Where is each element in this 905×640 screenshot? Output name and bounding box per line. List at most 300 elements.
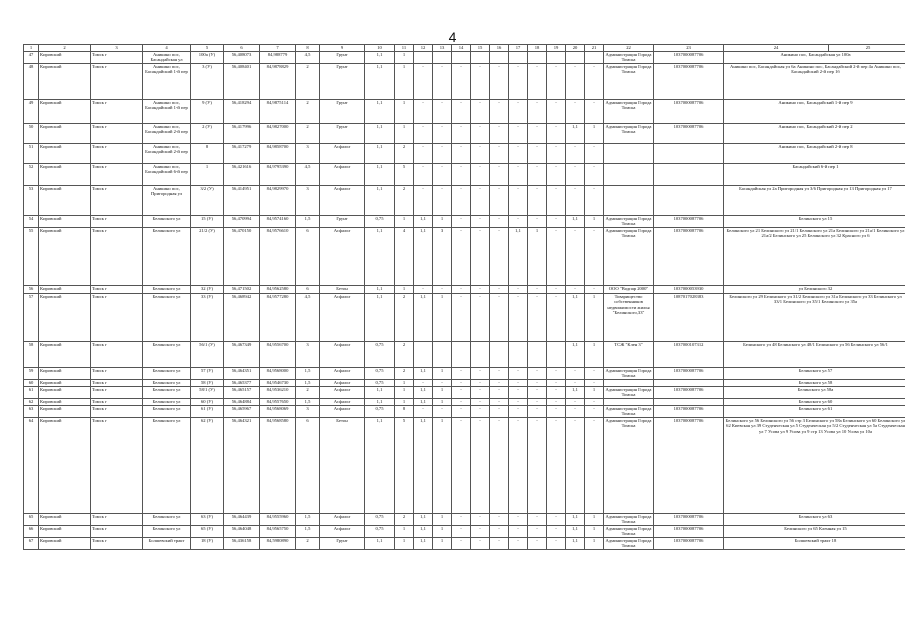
cell-surface: Грунт: [320, 216, 365, 228]
cell-c14: -: [452, 216, 471, 228]
column-header-18: 18: [528, 45, 547, 52]
cell-surface: Асфальт: [320, 526, 365, 538]
cell-c13: -: [433, 186, 452, 216]
cell-latitude: 56,408073: [224, 52, 260, 64]
cell-c19: -: [547, 526, 566, 538]
cell-ogrn: 1037000087706: [654, 64, 724, 100]
cell-served-addresses: Аникино пос, Басандайская ул 6а Аникино пос, Басандайский 2-й пер 4а Аникино пос, Басандайский 2-й пер 1б: [724, 64, 905, 100]
cell-street: Белинского ул: [143, 286, 191, 294]
cell-owner: Администрация Города Томска: [604, 526, 654, 538]
cell-owner: Администрация Города Томска: [604, 418, 654, 514]
cell-surface: Бетон: [320, 286, 365, 294]
cell-served-addresses: Белинского ул 56 Белинского ул 56 стр 3 Белинского ул 58а Белинского ул 60 Белинского ул 62 Киевская ул 39 Студенческая ул 5 Студенческая ул 5/2 Студенческая ул 5а Студенческая ул 7 Усова ул 9 Усова ул 9 стр 13 Усова ул 10 Усова ул 10а: [724, 418, 905, 514]
cell-c18: -: [528, 100, 547, 124]
cell-c17: -: [509, 399, 528, 406]
cell-c19: -: [547, 387, 566, 399]
cell-c14: -: [452, 418, 471, 514]
cell-locality: Томск г: [91, 144, 143, 164]
cell-c18: -: [528, 164, 547, 186]
cell-c14: -: [452, 399, 471, 406]
column-header-21: 21: [585, 45, 604, 52]
cell-district: Кировский: [39, 216, 91, 228]
table-row: [24, 100, 905, 124]
cell-c19: [547, 342, 566, 368]
cell-surface: Асфальт: [320, 368, 365, 380]
cell-c17: -: [509, 418, 528, 514]
cell-area: 1,5: [296, 399, 320, 406]
cell-c19: -: [547, 399, 566, 406]
cell-c15: -: [471, 526, 490, 538]
cell-c17: -: [509, 64, 528, 100]
cell-latitude: 56,464439: [224, 514, 260, 526]
cell-c14: [452, 342, 471, 368]
cell-c20: [566, 52, 585, 64]
cell-district: Кировский: [39, 342, 91, 368]
cell-c15: -: [471, 406, 490, 418]
cell-longitude: 84,9546730: [260, 380, 296, 387]
cell-served-addresses: Белинского ул 15: [724, 216, 905, 228]
cell-row-number: 55: [24, 228, 39, 286]
cell-c17: -: [509, 186, 528, 216]
column-header-24: 24: [724, 45, 829, 52]
cell-c20: -: [566, 286, 585, 294]
cell-c19: -: [547, 538, 566, 550]
cell-owner: Администрация Города Томска: [604, 124, 654, 144]
cell-locality: Томск г: [91, 186, 143, 216]
cell-c18: -: [528, 124, 547, 144]
table-row: [24, 380, 905, 387]
cell-house: 65 (У): [191, 526, 224, 538]
cell-row-number: 61: [24, 387, 39, 399]
cell-area: 2: [296, 538, 320, 550]
cell-ogrn: 1037000087706: [654, 418, 724, 514]
cell-surface: Асфальт: [320, 144, 365, 164]
cell-c10: 0,75: [365, 342, 395, 368]
cell-c20: -: [566, 144, 585, 164]
cell-c12: [414, 52, 433, 64]
cell-district: Кировский: [39, 294, 91, 342]
table-row: [24, 228, 905, 286]
cell-street: Аникино пос, Басандайский 1-й пер: [143, 64, 191, 100]
cell-c19: -: [547, 64, 566, 100]
cell-street: Белинского ул: [143, 399, 191, 406]
cell-c15: -: [471, 144, 490, 164]
cell-c20: -: [566, 399, 585, 406]
cell-district: Кировский: [39, 100, 91, 124]
cell-district: Кировский: [39, 526, 91, 538]
cell-c15: -: [471, 186, 490, 216]
cell-c11: 1: [395, 526, 414, 538]
cell-ogrn: 1037000087706: [654, 406, 724, 418]
cell-area: 4,5: [296, 52, 320, 64]
cell-owner: Администрация Города Томска: [604, 100, 654, 124]
cell-c16: -: [490, 380, 509, 387]
cell-area: 3: [296, 144, 320, 164]
cell-c14: -: [452, 387, 471, 399]
cell-c20: -: [566, 100, 585, 124]
cell-c19: [547, 52, 566, 64]
cell-c18: -: [528, 538, 547, 550]
cell-owner: Администрация Города Томска: [604, 406, 654, 418]
cell-c14: -: [452, 144, 471, 164]
column-header-23: 23: [654, 45, 724, 52]
table-row: [24, 514, 905, 526]
cell-locality: Томск г: [91, 538, 143, 550]
cell-c17: -: [509, 144, 528, 164]
cell-c20: 1,1: [566, 538, 585, 550]
cell-house: 32 (У): [191, 286, 224, 294]
cell-area: 4,5: [296, 294, 320, 342]
cell-ogrn: 1037000087706: [654, 100, 724, 124]
table-row: [24, 64, 905, 100]
cell-row-number: 48: [24, 64, 39, 100]
table-row: [24, 538, 905, 550]
cell-district: Кировский: [39, 399, 91, 406]
cell-c18: -: [528, 399, 547, 406]
cell-house: 9 (У): [191, 100, 224, 124]
cell-c16: -: [490, 144, 509, 164]
cell-house: 58 (У): [191, 380, 224, 387]
cell-row-number: 63: [24, 406, 39, 418]
table-row: [24, 286, 905, 294]
cell-row-number: 66: [24, 526, 39, 538]
cell-c14: -: [452, 100, 471, 124]
cell-street: Белинского ул: [143, 368, 191, 380]
cell-locality: Томск г: [91, 368, 143, 380]
cell-street: Аникино пос, Басандайский 2-й пер: [143, 124, 191, 144]
cell-row-number: 49: [24, 100, 39, 124]
column-header-14: 14: [452, 45, 471, 52]
cell-district: Кировский: [39, 418, 91, 514]
cell-c12: [414, 342, 433, 368]
cell-area: 3: [296, 186, 320, 216]
cell-c19: -: [547, 294, 566, 342]
cell-c10: 1,1: [365, 387, 395, 399]
cell-c17: [509, 342, 528, 368]
cell-longitude: 84,9565750: [260, 526, 296, 538]
cell-area: 2: [296, 64, 320, 100]
cell-locality: Томск г: [91, 406, 143, 418]
cell-c18: [528, 52, 547, 64]
cell-c14: -: [452, 294, 471, 342]
column-header-5: 5: [191, 45, 224, 52]
cell-longitude: 84,9576610: [260, 228, 296, 286]
cell-c16: -: [490, 399, 509, 406]
cell-c19: -: [547, 514, 566, 526]
cell-area: 1,5: [296, 526, 320, 538]
cell-district: Кировский: [39, 387, 91, 399]
cell-c10: 1,1: [365, 294, 395, 342]
cell-ogrn: [654, 399, 724, 406]
cell-street: Белинского ул: [143, 418, 191, 514]
cell-c11: 2: [395, 186, 414, 216]
cell-district: Кировский: [39, 186, 91, 216]
cell-c14: -: [452, 186, 471, 216]
cell-c17: -: [509, 294, 528, 342]
cell-c21: -: [585, 144, 604, 164]
cell-c11: 1: [395, 387, 414, 399]
cell-served-addresses: Аникино пос, Басандайский 2-й пер 2: [724, 124, 905, 144]
cell-ogrn: 1087017028383: [654, 294, 724, 342]
cell-c15: -: [471, 368, 490, 380]
table-row: [24, 186, 905, 216]
cell-district: Кировский: [39, 380, 91, 387]
cell-served-addresses: Белинского ул 48 Белинского ул 48/1 Белинского ул 56 Белинского ул 56/1: [724, 342, 905, 368]
cell-area: 2: [296, 124, 320, 144]
table-row: [24, 342, 905, 368]
cell-owner: [604, 164, 654, 186]
cell-c13: 1: [433, 368, 452, 380]
cell-latitude: 56,408401: [224, 64, 260, 100]
cell-c10: 0,75: [365, 406, 395, 418]
cell-c19: -: [547, 216, 566, 228]
cell-c21: 1: [585, 538, 604, 550]
cell-c15: -: [471, 100, 490, 124]
column-header-8: 8: [296, 45, 320, 52]
cell-area: 6: [296, 228, 320, 286]
table-row: [24, 387, 905, 399]
cell-locality: Томск г: [91, 526, 143, 538]
table-row: [24, 164, 905, 186]
cell-ogrn: [654, 186, 724, 216]
cell-latitude: 56,414951: [224, 186, 260, 216]
cell-c11: 1: [395, 100, 414, 124]
cell-locality: Томск г: [91, 52, 143, 64]
cell-c14: -: [452, 64, 471, 100]
cell-surface: Асфальт: [320, 294, 365, 342]
column-header-4: 4: [143, 45, 191, 52]
cell-c13: 1: [433, 216, 452, 228]
table-row: [24, 216, 905, 228]
cell-house: 62 (У): [191, 418, 224, 514]
table-header-row: [24, 45, 905, 52]
cell-served-addresses: Басандайский 6-й пер 1: [724, 164, 905, 186]
cell-c13: 1: [433, 387, 452, 399]
cell-c10: 1,1: [365, 228, 395, 286]
cell-c18: -: [528, 216, 547, 228]
cell-c18: -: [528, 418, 547, 514]
cell-c14: -: [452, 286, 471, 294]
cell-c11: 2: [395, 514, 414, 526]
cell-c20: -: [566, 418, 585, 514]
cell-c16: -: [490, 294, 509, 342]
cell-c13: [433, 52, 452, 64]
cell-c15: -: [471, 399, 490, 406]
cell-c11: 8: [395, 406, 414, 418]
cell-house: 18 (У): [191, 538, 224, 550]
cell-house: 63 (У): [191, 514, 224, 526]
cell-c18: -: [528, 387, 547, 399]
cell-c18: -: [528, 380, 547, 387]
cell-district: Кировский: [39, 144, 91, 164]
cell-c10: 0,75: [365, 380, 395, 387]
cell-c20: 1,1: [566, 526, 585, 538]
cell-c14: [452, 52, 471, 64]
cell-c20: 1,1: [566, 387, 585, 399]
page-number: 4: [448, 29, 457, 45]
cell-c12: 1,1: [414, 526, 433, 538]
cell-c12: -: [414, 164, 433, 186]
cell-latitude: 56,464048: [224, 526, 260, 538]
cell-c20: -: [566, 368, 585, 380]
cell-c18: 1: [528, 228, 547, 286]
cell-c15: -: [471, 228, 490, 286]
cell-c18: -: [528, 286, 547, 294]
cell-c19: -: [547, 186, 566, 216]
cell-c19: -: [547, 228, 566, 286]
cell-longitude: 84,9556700: [260, 342, 296, 368]
cell-surface: Грунт: [320, 52, 365, 64]
cell-c10: 1,1: [365, 52, 395, 64]
cell-c21: 1: [585, 294, 604, 342]
cell-street: Аникино пос, Басандайский 1-й пер: [143, 100, 191, 124]
cell-latitude: 56,418294: [224, 100, 260, 124]
cell-c15: -: [471, 294, 490, 342]
column-header-10: 10: [365, 45, 395, 52]
cell-house: 15 (У): [191, 216, 224, 228]
cell-c19: -: [547, 144, 566, 164]
cell-c11: 1: [395, 399, 414, 406]
cell-c10: 1,1: [365, 164, 395, 186]
cell-c12: 1,1: [414, 216, 433, 228]
table-row: [24, 368, 905, 380]
cell-c21: -: [585, 418, 604, 514]
cell-owner: Администрация Города Томска: [604, 52, 654, 64]
cell-surface: Асфальт: [320, 387, 365, 399]
cell-c15: -: [471, 380, 490, 387]
cell-c13: -: [433, 100, 452, 124]
cell-latitude: 56,417996: [224, 124, 260, 144]
cell-surface: Грунт: [320, 64, 365, 100]
cell-c18: -: [528, 294, 547, 342]
cell-c13: -: [433, 406, 452, 418]
cell-longitude: 84,9829970: [260, 186, 296, 216]
cell-c21: 1: [585, 387, 604, 399]
cell-c13: 1: [433, 514, 452, 526]
cell-c13: 3: [433, 228, 452, 286]
cell-street: Белинского ул: [143, 216, 191, 228]
cell-c20: -: [566, 186, 585, 216]
cell-c19: -: [547, 164, 566, 186]
cell-c21: 1: [585, 342, 604, 368]
column-header-2: 2: [39, 45, 91, 52]
cell-area: 4,5: [296, 164, 320, 186]
cell-c16: -: [490, 387, 509, 399]
cell-c21: 1: [585, 526, 604, 538]
table-row: [24, 124, 905, 144]
cell-row-number: 59: [24, 368, 39, 380]
cell-house: 58/1 (У): [191, 387, 224, 399]
cell-area: 6: [296, 286, 320, 294]
cell-c20: 1,1: [566, 216, 585, 228]
cell-longitude: 84,9827000: [260, 124, 296, 144]
cell-street: Белинского ул: [143, 380, 191, 387]
cell-surface: Грунт: [320, 100, 365, 124]
cell-served-addresses: ул Белинского 32: [724, 286, 905, 294]
cell-surface: Асфальт: [320, 399, 365, 406]
cell-latitude: 56,471502: [224, 286, 260, 294]
cell-area: 3: [296, 342, 320, 368]
cell-c15: -: [471, 387, 490, 399]
cell-c13: 1: [433, 399, 452, 406]
cell-c15: -: [471, 418, 490, 514]
cell-c14: -: [452, 124, 471, 144]
cell-row-number: 62: [24, 399, 39, 406]
cell-owner: Администрация Города Томска: [604, 514, 654, 526]
cell-locality: Томск г: [91, 294, 143, 342]
cell-area: 1,5: [296, 380, 320, 387]
cell-district: Кировский: [39, 514, 91, 526]
cell-district: Кировский: [39, 164, 91, 186]
cell-c17: -: [509, 164, 528, 186]
cell-c11: 1: [395, 52, 414, 64]
cell-c21: -: [585, 406, 604, 418]
cell-longitude: 84,9577280: [260, 294, 296, 342]
cell-c19: -: [547, 380, 566, 387]
cell-c11: 1: [395, 286, 414, 294]
cell-c13: -: [433, 286, 452, 294]
cell-c16: -: [490, 514, 509, 526]
cell-street: Аникино пос, Басандайская ул: [143, 52, 191, 64]
column-header-9: 9: [320, 45, 365, 52]
cell-c20: 1,1: [566, 124, 585, 144]
cell-row-number: 52: [24, 164, 39, 186]
cell-c12: 1,1: [414, 228, 433, 286]
cell-latitude: 56,421616: [224, 164, 260, 186]
cell-longitude: 84,9858700: [260, 144, 296, 164]
cell-c11: 1: [395, 216, 414, 228]
cell-latitude: 56,470150: [224, 228, 260, 286]
cell-c10: 1,1: [365, 286, 395, 294]
cell-c16: -: [490, 526, 509, 538]
cell-area: 1,5: [296, 368, 320, 380]
cell-surface: Грунт: [320, 124, 365, 144]
cell-c16: [490, 342, 509, 368]
cell-c21: -: [585, 368, 604, 380]
cell-house: 21/2 (У): [191, 228, 224, 286]
cell-street: Болшевский тракт: [143, 538, 191, 550]
cell-c16: -: [490, 164, 509, 186]
cell-c15: [471, 52, 490, 64]
cell-locality: Томск г: [91, 216, 143, 228]
cell-c19: -: [547, 286, 566, 294]
cell-c21: 1: [585, 124, 604, 144]
cell-row-number: 56: [24, 286, 39, 294]
cell-longitude: 84,9562580: [260, 286, 296, 294]
cell-c12: 1,1: [414, 418, 433, 514]
table-row: [24, 294, 905, 342]
cell-c11: 2: [395, 368, 414, 380]
cell-served-addresses: Белинского ул 58: [724, 380, 905, 387]
column-header-7: 7: [260, 45, 296, 52]
cell-ogrn: 1037000087706: [654, 52, 724, 64]
cell-ogrn: 1037000107312: [654, 342, 724, 368]
cell-ogrn: 1037000087706: [654, 368, 724, 380]
cell-c10: 0,75: [365, 526, 395, 538]
cell-c15: -: [471, 216, 490, 228]
cell-c10: 0,75: [365, 216, 395, 228]
cell-ogrn: 1037000087706: [654, 538, 724, 550]
cell-c15: [471, 342, 490, 368]
cell-owner: Администрация Города Томска: [604, 538, 654, 550]
cell-c13: 1: [433, 418, 452, 514]
table-row: [24, 52, 905, 64]
cell-c17: -: [509, 406, 528, 418]
cell-c20: 1,1: [566, 342, 585, 368]
cell-c21: [585, 52, 604, 64]
cell-house: 33 (У): [191, 294, 224, 342]
column-header-11: 11: [395, 45, 414, 52]
